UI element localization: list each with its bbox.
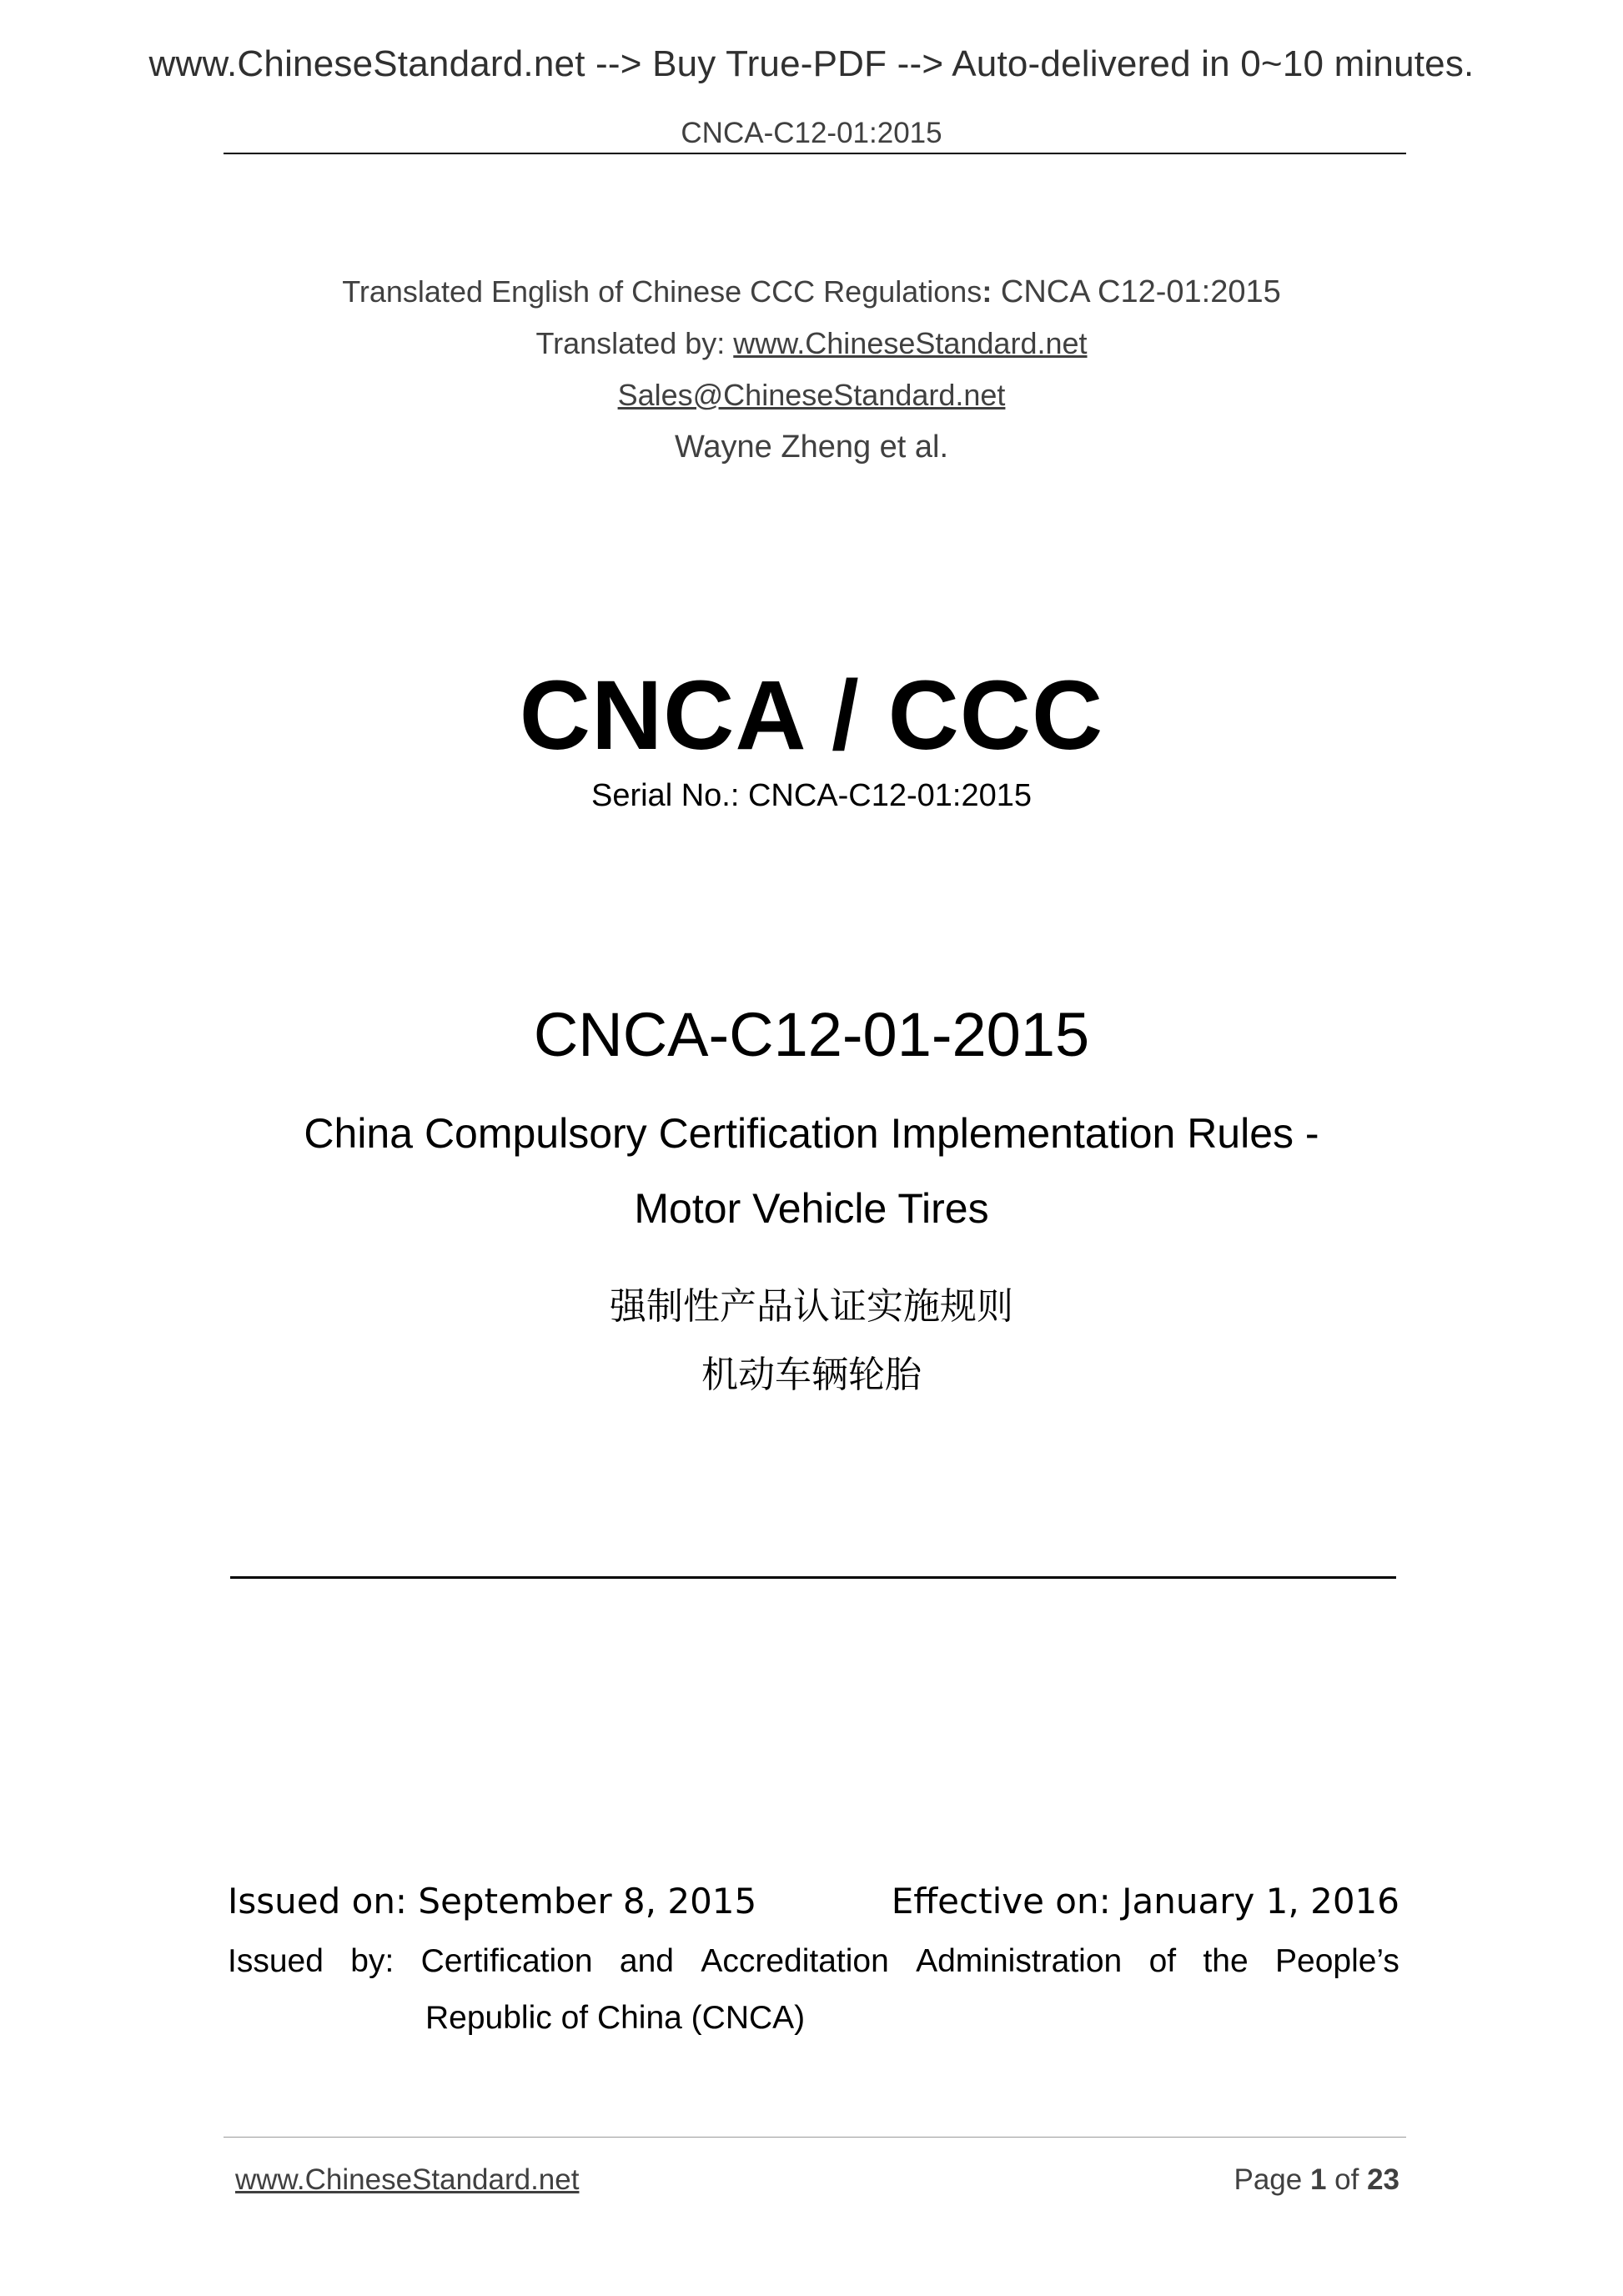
page-of: of (1326, 2163, 1368, 2196)
cover-divider (230, 1576, 1396, 1579)
page-label: Page (1234, 2163, 1310, 2196)
sales-email-line (0, 378, 1623, 413)
issued-by-continuation: Republic of China (CNCA) (425, 2000, 806, 2036)
translator-names: Wayne Zheng et al. (674, 430, 949, 465)
english-title-line-1: China Compulsory Certification Implementation Rules - (304, 1110, 1319, 1157)
issued-by-word: Issued (228, 1943, 324, 1979)
cover-main-title: CNCA / CCC (519, 661, 1104, 771)
issued-by-word: of (1148, 1943, 1177, 1979)
serial-number: Serial No.: CNCA-C12-01:2015 (590, 778, 1032, 813)
footer-website-link[interactable]: www.ChineseStandard.net (235, 2163, 580, 2196)
issued-by-word: by: (350, 1943, 394, 1979)
footer-divider (224, 2137, 1406, 2138)
issued-by-word: the (1203, 1943, 1249, 1979)
translator-website-link[interactable]: www.ChineseStandard.net (733, 326, 1088, 360)
issued-by-line (228, 1943, 1399, 1980)
translated-by (0, 326, 1623, 361)
translation-credit-label: Translated English of Chinese CCC Regulations (342, 274, 982, 309)
english-title-line-2: Motor Vehicle Tires (634, 1185, 989, 1232)
page-total: 23 (1367, 2163, 1399, 2196)
issued-by-word: Administration (916, 1943, 1123, 1979)
issued-on-date: Issued on: September 8, 2015 (228, 1881, 757, 1922)
translation-credit (0, 274, 1623, 310)
page-number (1234, 2163, 1399, 2197)
translation-credit-code: CNCA C12-01:2015 (992, 274, 1281, 309)
document-code: CNCA-C12-01-2015 (533, 1000, 1090, 1069)
sales-email-link[interactable]: Sales@ChineseStandard.net (617, 378, 1006, 412)
header-document-code: CNCA-C12-01:2015 (681, 117, 942, 149)
chinese-title-line-1: 强制性产品认证实施规则 (610, 1285, 1013, 1328)
page-current: 1 (1309, 2163, 1327, 2196)
translation-credit-colon: : (982, 274, 992, 309)
issued-by-word: Certification (420, 1943, 593, 1979)
issued-by-word: People’s (1275, 1943, 1399, 1979)
issued-by-word: Accreditation (701, 1943, 889, 1979)
top-banner[interactable]: www.ChineseStandard.net --> Buy True-PDF --> Auto-delivered in 0~10 minutes. (148, 43, 1475, 84)
translated-by-label: Translated by: (535, 326, 734, 360)
chinese-title-line-2: 机动车辆轮胎 (701, 1354, 922, 1396)
header-divider (224, 153, 1406, 154)
issued-by-word: and (619, 1943, 674, 1979)
effective-on-date: Effective on: January 1, 2016 (891, 1881, 1399, 1922)
